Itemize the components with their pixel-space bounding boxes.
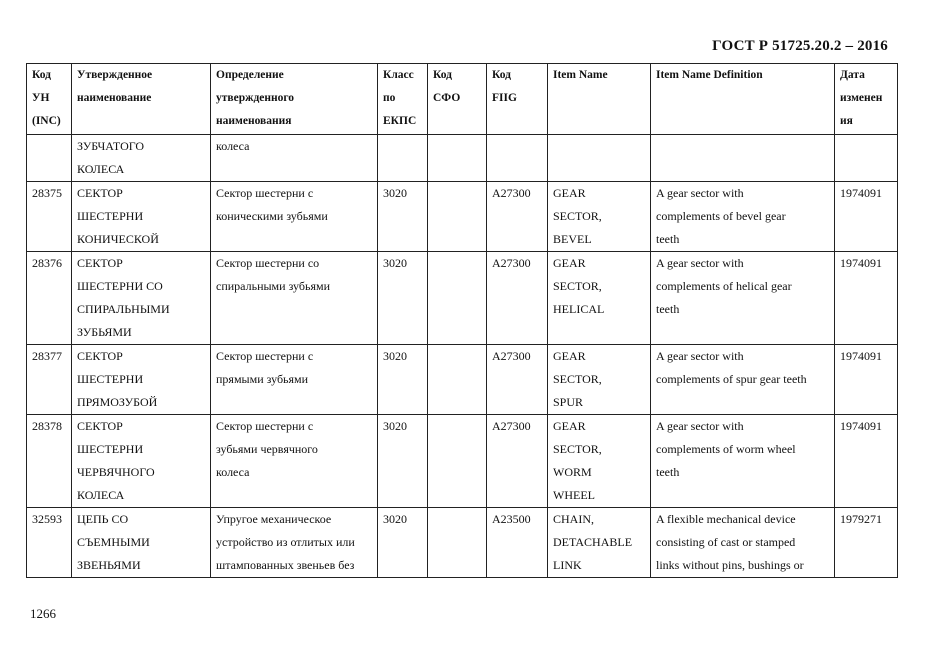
table-row xyxy=(27,345,898,415)
header-line: ЕКПС xyxy=(383,115,417,127)
item-name-line: GEAR xyxy=(553,349,586,363)
approved-name-cell xyxy=(72,135,211,182)
item-name-definition-line: A gear sector with xyxy=(656,419,744,433)
name-definition-line: Сектор шестерни с xyxy=(216,349,314,363)
item-name-line: SECTOR, xyxy=(553,209,602,223)
header-line: утвержденного xyxy=(216,92,295,104)
fiig-code-cell xyxy=(487,135,548,182)
sfo-code-cell xyxy=(428,508,487,578)
ekps-class-cell xyxy=(378,135,428,182)
fiig-code-cell xyxy=(487,415,548,508)
change-date-line: 1974091 xyxy=(840,349,882,363)
name-definition-line: штампованных звеньев без xyxy=(216,558,355,572)
name-definition-line: колеса xyxy=(216,465,250,479)
approved-name-line: ЗВЕНЬЯМИ xyxy=(77,558,141,572)
header-line: изменен xyxy=(840,92,883,104)
item-name-definition-line: teeth xyxy=(656,302,680,316)
inc-code-cell xyxy=(27,345,72,415)
col-code-inc-header xyxy=(27,64,72,135)
approved-name-line: СЕКТОР xyxy=(77,349,123,363)
ekps-class-line: 3020 xyxy=(383,256,407,270)
name-definition-line: коническими зубьями xyxy=(216,209,328,223)
approved-name-cell xyxy=(72,345,211,415)
header-line: УН xyxy=(32,92,50,104)
item-name-cell xyxy=(548,252,651,345)
item-name-cell xyxy=(548,508,651,578)
item-name-definition-line: consisting of cast or stamped xyxy=(656,535,796,549)
inc-code-cell xyxy=(27,182,72,252)
change-date-line: 1979271 xyxy=(840,512,882,526)
table-row xyxy=(27,135,898,182)
fiig-code-line: A27300 xyxy=(492,186,531,200)
inc-code-cell xyxy=(27,252,72,345)
name-definition-line: зубьями червячного xyxy=(216,442,318,456)
fiig-code-cell xyxy=(487,252,548,345)
col-item-name-definition-header xyxy=(651,64,835,135)
inc-code-line: 28376 xyxy=(32,256,62,270)
spec-table xyxy=(26,63,898,578)
approved-name-line: ШЕСТЕРНИ СО xyxy=(77,279,163,293)
approved-name-line: ПРЯМОЗУБОЙ xyxy=(77,395,158,409)
inc-code-cell xyxy=(27,508,72,578)
change-date-cell xyxy=(835,345,898,415)
item-name-definition-line: A flexible mechanical device xyxy=(656,512,796,526)
header-line: по xyxy=(383,92,396,104)
approved-name-cell xyxy=(72,508,211,578)
item-name-line: BEVEL xyxy=(553,232,592,246)
sfo-code-cell xyxy=(428,135,487,182)
item-name-line: SPUR xyxy=(553,395,584,409)
item-name-line: LINK xyxy=(553,558,582,572)
item-name-line: GEAR xyxy=(553,419,586,433)
header-line: Код xyxy=(492,69,512,81)
approved-name-cell xyxy=(72,252,211,345)
item-name-definition-cell xyxy=(651,508,835,578)
sfo-code-cell xyxy=(428,252,487,345)
sfo-code-cell xyxy=(428,345,487,415)
inc-code-line: 32593 xyxy=(32,512,62,526)
item-name-definition-line: A gear sector with xyxy=(656,256,744,270)
approved-name-line: СЪЕМНЫМИ xyxy=(77,535,150,549)
approved-name-line: ШЕСТЕРНИ xyxy=(77,372,144,386)
header-line: наименование xyxy=(77,92,152,104)
item-name-cell xyxy=(548,182,651,252)
item-name-cell xyxy=(548,345,651,415)
approved-name-cell xyxy=(72,182,211,252)
change-date-cell xyxy=(835,415,898,508)
col-change-date-header xyxy=(835,64,898,135)
name-definition-cell xyxy=(211,508,378,578)
item-name-cell xyxy=(548,415,651,508)
header-line: Класс xyxy=(383,69,414,81)
item-name-definition-cell xyxy=(651,182,835,252)
approved-name-line: СПИРАЛЬНЫМИ xyxy=(77,302,170,316)
inc-code-line: 28375 xyxy=(32,186,62,200)
ekps-class-line: 3020 xyxy=(383,186,407,200)
item-name-line: SECTOR, xyxy=(553,442,602,456)
header-line: Утвержденное xyxy=(77,69,153,81)
item-name-definition-cell xyxy=(651,415,835,508)
header-line: Определение xyxy=(216,69,284,81)
col-code-fiig-header xyxy=(487,64,548,135)
item-name-definition-line: complements of spur gear teeth xyxy=(656,372,807,386)
item-name-line: WORM xyxy=(553,465,592,479)
name-definition-cell xyxy=(211,135,378,182)
ekps-class-cell xyxy=(378,182,428,252)
header-line: Дата xyxy=(840,69,865,81)
inc-code-cell xyxy=(27,415,72,508)
fiig-code-cell xyxy=(487,508,548,578)
name-definition-cell xyxy=(211,252,378,345)
fiig-code-line: A27300 xyxy=(492,419,531,433)
item-name-definition-line: complements of bevel gear xyxy=(656,209,786,223)
approved-name-line: СЕКТОР xyxy=(77,419,123,433)
sfo-code-cell xyxy=(428,415,487,508)
approved-name-line: ЧЕРВЯЧНОГО xyxy=(77,465,155,479)
document-header: ГОСТ Р 51725.20.2 – 2016 xyxy=(712,38,888,54)
fiig-code-line: A27300 xyxy=(492,349,531,363)
item-name-line: HELICAL xyxy=(553,302,605,316)
page-number: 1266 xyxy=(30,606,56,621)
item-name-line: SECTOR, xyxy=(553,279,602,293)
fiig-code-cell xyxy=(487,345,548,415)
item-name-definition-cell xyxy=(651,252,835,345)
item-name-definition-cell xyxy=(651,345,835,415)
header-line: Код xyxy=(32,69,52,81)
name-definition-line: Упругое механическое xyxy=(216,512,332,526)
sfo-code-cell xyxy=(428,182,487,252)
item-name-definition-line: A gear sector with xyxy=(656,186,744,200)
col-code-sfo-header xyxy=(428,64,487,135)
approved-name-line: КОЛЕСА xyxy=(77,162,125,176)
ekps-class-cell xyxy=(378,508,428,578)
approved-name-line: ЗУБЬЯМИ xyxy=(77,325,132,339)
item-name-definition-line: A gear sector with xyxy=(656,349,744,363)
name-definition-line: Сектор шестерни с xyxy=(216,419,314,433)
approved-name-line: ШЕСТЕРНИ xyxy=(77,442,144,456)
ekps-class-line: 3020 xyxy=(383,349,407,363)
approved-name-line: СЕКТОР xyxy=(77,256,123,270)
fiig-code-line: A23500 xyxy=(492,512,531,526)
item-name-definition-line: complements of helical gear xyxy=(656,279,792,293)
approved-name-line: КОНИЧЕСКОЙ xyxy=(77,232,159,246)
fiig-code-cell xyxy=(487,182,548,252)
inc-code-line: 28377 xyxy=(32,349,62,363)
inc-code-line: 28378 xyxy=(32,419,62,433)
change-date-line: 1974091 xyxy=(840,186,882,200)
item-name-cell xyxy=(548,135,651,182)
name-definition-cell xyxy=(211,182,378,252)
table-body xyxy=(27,135,898,578)
change-date-cell xyxy=(835,508,898,578)
name-definition-line: колеса xyxy=(216,139,250,153)
header-line: СФО xyxy=(433,92,461,104)
change-date-line: 1974091 xyxy=(840,419,882,433)
table-header-row xyxy=(27,64,898,135)
name-definition-line: устройство из отлитых или xyxy=(216,535,355,549)
header-line: ия xyxy=(840,115,853,127)
name-definition-cell xyxy=(211,345,378,415)
header-line: (INC) xyxy=(32,115,61,127)
ekps-class-line: 3020 xyxy=(383,512,407,526)
change-date-cell xyxy=(835,252,898,345)
header-line: Item Name xyxy=(553,69,608,81)
name-definition-line: Сектор шестерни с xyxy=(216,186,314,200)
name-definition-cell xyxy=(211,415,378,508)
change-date-cell xyxy=(835,135,898,182)
ekps-class-cell xyxy=(378,345,428,415)
table-row xyxy=(27,415,898,508)
header-line: FIIG xyxy=(492,92,517,104)
item-name-line: GEAR xyxy=(553,256,586,270)
name-definition-line: прямыми зубьями xyxy=(216,372,309,386)
item-name-line: GEAR xyxy=(553,186,586,200)
ekps-class-cell xyxy=(378,415,428,508)
col-item-name-header xyxy=(548,64,651,135)
col-name-definition-header xyxy=(211,64,378,135)
inc-code-cell xyxy=(27,135,72,182)
approved-name-line: ШЕСТЕРНИ xyxy=(77,209,144,223)
header-line: Код xyxy=(433,69,453,81)
item-name-line: DETACHABLE xyxy=(553,535,633,549)
table-row xyxy=(27,508,898,578)
item-name-definition-line: teeth xyxy=(656,465,680,479)
name-definition-line: спиральными зубьями xyxy=(216,279,331,293)
change-date-cell xyxy=(835,182,898,252)
approved-name-line: КОЛЕСА xyxy=(77,488,125,502)
item-name-line: WHEEL xyxy=(553,488,595,502)
approved-name-line: ЦЕПЬ СО xyxy=(77,512,129,526)
col-approved-name-header xyxy=(72,64,211,135)
name-definition-line: Сектор шестерни со xyxy=(216,256,320,270)
ekps-class-line: 3020 xyxy=(383,419,407,433)
header-line: наименования xyxy=(216,115,292,127)
item-name-definition-line: teeth xyxy=(656,232,680,246)
item-name-line: SECTOR, xyxy=(553,372,602,386)
approved-name-line: СЕКТОР xyxy=(77,186,123,200)
item-name-line: CHAIN, xyxy=(553,512,594,526)
approved-name-cell xyxy=(72,415,211,508)
header-line: Item Name Definition xyxy=(656,69,763,81)
approved-name-line: ЗУБЧАТОГО xyxy=(77,139,145,153)
item-name-definition-line: links without pins, bushings or xyxy=(656,558,804,572)
col-class-ekps-header xyxy=(378,64,428,135)
item-name-definition-cell xyxy=(651,135,835,182)
table-row xyxy=(27,252,898,345)
table-row xyxy=(27,182,898,252)
ekps-class-cell xyxy=(378,252,428,345)
change-date-line: 1974091 xyxy=(840,256,882,270)
item-name-definition-line: complements of worm wheel xyxy=(656,442,796,456)
fiig-code-line: A27300 xyxy=(492,256,531,270)
